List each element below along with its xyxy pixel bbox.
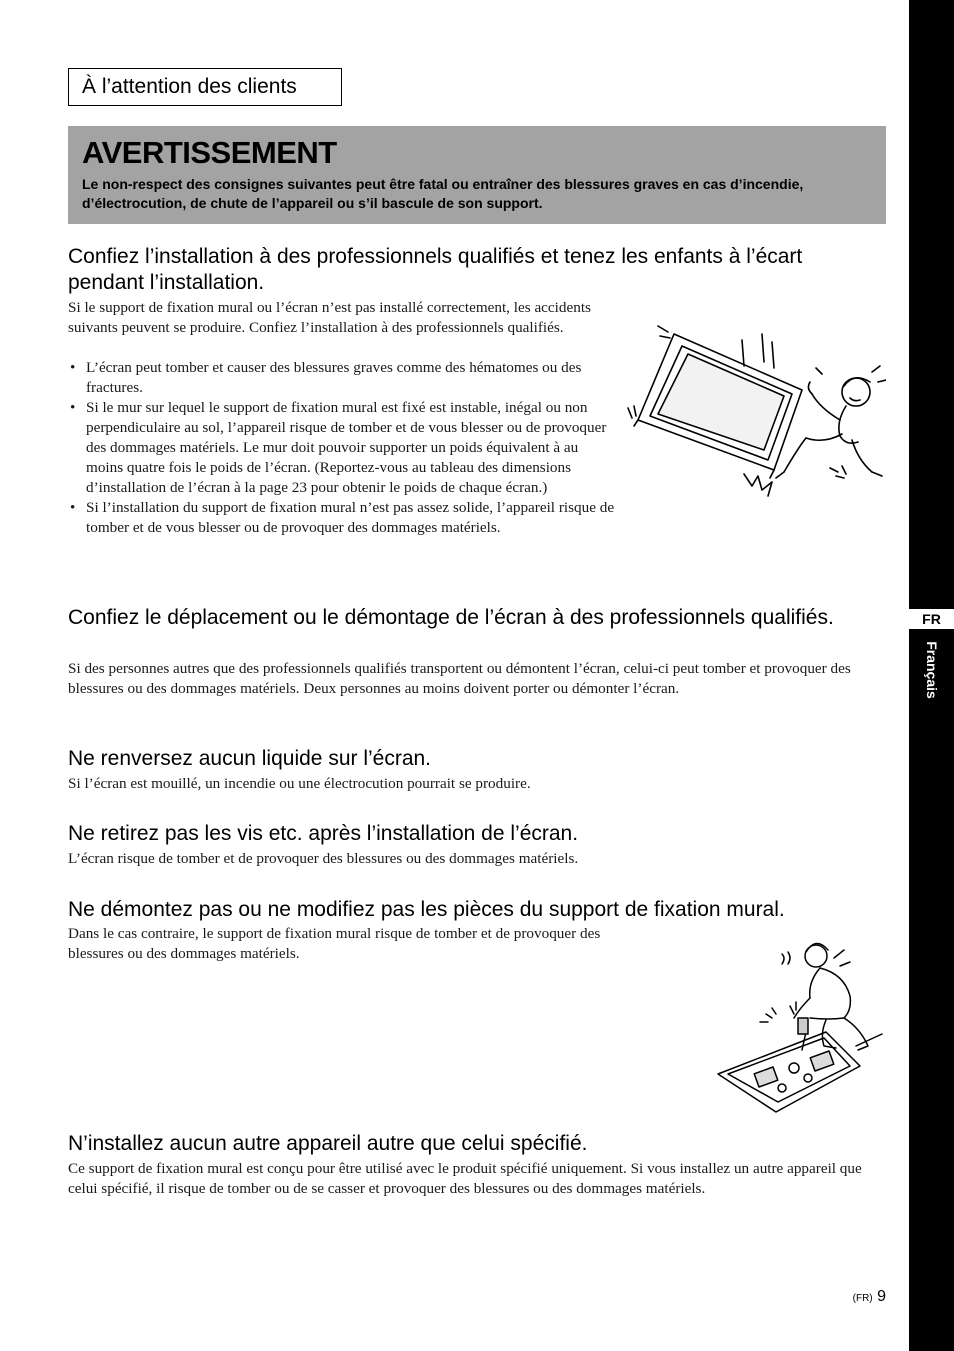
body-specified-device-only: Ce support de fixation mural est conçu pour être utilisé avec le produit spécifié uniquement. Si vous installez un autre appareil que celui spécifié, il risque de tomber ou de se casser et provoquer des blessures ou des dommages matériels. (68, 1160, 862, 1197)
heading-no-liquid: Ne renversez aucun liquide sur l’écran. (68, 747, 432, 770)
page-number-value: 9 (877, 1288, 886, 1305)
heading-moving-dismantling: Confiez le déplacement ou le démontage de l’écran à des professionnels qualifiés. (68, 606, 834, 629)
body-moving-dismantling: Si des personnes autres que des professionnels qualifiés transportent ou démontent l’écran, celui-ci peut tomber et provoquer des blessures ou des dommages matériels. Deux personnes au moins doivent porter ou démonter l’écran. (68, 660, 851, 697)
heading-specified-device-only: N’installez aucun autre appareil autre que celui spécifié. (68, 1132, 588, 1155)
heading-installation-professionals: Confiez l’installation à des professionnels qualifiés et tenez les enfants à l’écart pendant l’installation. (68, 245, 803, 294)
falling-screen-illustration (624, 322, 886, 508)
heading-no-screw-removal: Ne retirez pas les vis etc. après l’installation de l’écran. (68, 822, 579, 845)
language-sidebar (909, 0, 954, 1351)
body-no-screw-removal: L’écran risque de tomber et de provoquer des blessures ou des dommages matériels. (68, 850, 579, 867)
page-number-prefix: (FR) (852, 1293, 873, 1304)
list-item: • L’écran peut tomber et causer des blessures graves comme des hématomes ou des fractures. (68, 358, 616, 398)
list-item: • Si le mur sur lequel le support de fixation mural est fixé est instable, inégal ou non perpendiculaire au sol, l’appareil risque de tomber et de vous blesser ou de provoquer des dommages matériels. Le mur doit pouvoir supporter un poids équivalent à au moins quatre fois le poids de l’écran. (Reportez-vous au tableau des dimensions d’installation de l’écran à la page 23 pour obtenir le poids de chaque écran.) (68, 398, 616, 498)
heading-no-modification: Ne démontez pas ou ne modifiez pas les pièces du support de fixation mural. (68, 898, 785, 921)
body-no-modification: Dans le cas contraire, le support de fixation mural risque de tomber et de provoquer des blessures ou des dommages matériels. (68, 925, 601, 962)
dismantling-person-illustration (716, 942, 886, 1114)
list-item: • Si l’installation du support de fixation mural n’est pas assez solide, l’appareil risque de tomber et de vous blesser ou de provoquer des dommages matériels. (68, 498, 616, 538)
body-no-liquid: Si l’écran est mouillé, un incendie ou une électrocution pourrait se produire. (68, 775, 531, 792)
section-label: À l’attention des clients (68, 68, 342, 106)
body-installation-professionals: Si le support de fixation mural ou l’écran n’est pas installé correctement, les accidents suivants peuvent se produire. Confiez l’installation à des professionnels qualifiés. (68, 299, 591, 336)
language-code: FR (909, 609, 954, 629)
language-name: Français (924, 641, 940, 699)
bullet-list-installation (68, 358, 616, 538)
warning-banner (68, 126, 886, 224)
warning-text: Le non-respect des consignes suivantes peut être fatal ou entraîner des blessures graves en cas d’incendie, d’électrocution, de chute de l’appareil ou s’il bascule de son support. (82, 176, 804, 211)
page-number (810, 1288, 886, 1306)
warning-title: AVERTISSEMENT (82, 135, 337, 170)
